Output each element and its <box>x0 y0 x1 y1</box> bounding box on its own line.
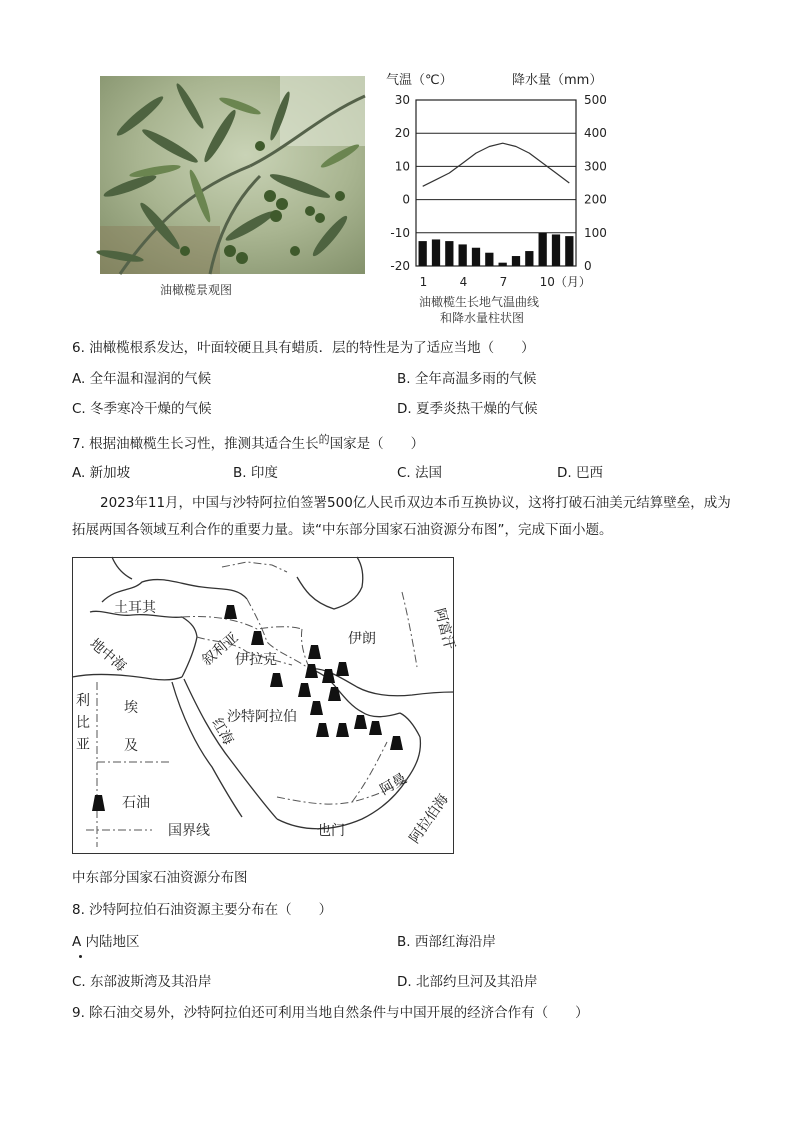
precipitation-bar <box>499 263 507 266</box>
q7-option-a[interactable]: A. 新加坡 <box>72 465 131 481</box>
olive-photo <box>100 76 365 274</box>
x-tick-label: 4 <box>459 275 468 289</box>
map-label-egypt-1: 埃 <box>124 700 138 716</box>
intro-paragraph: 2023年11月，中国与沙特阿拉伯签署500亿人民币双边本币互换协议，这将打破石油美元结算壁垒，成为拓展两国各领域互利合作的重要力量。读“中东部分国家石油资源分布图”，完成下面小题。 <box>72 495 731 538</box>
precipitation-bar <box>525 251 533 266</box>
left-axis-title: 气温（℃） <box>386 73 453 88</box>
q6-option-c[interactable]: C. 冬季寒冷干燥的气候 <box>72 401 212 417</box>
q7-stem-part1: 7. 根据油橄榄生长习性，推测其适合生长 <box>72 436 319 452</box>
precipitation-bar <box>459 244 467 266</box>
q7-option-b[interactable]: B. 印度 <box>233 465 278 481</box>
right-axis-title: 降水量（mm） <box>512 73 603 88</box>
map-label-red-sea: 红海 <box>208 715 237 748</box>
chart-caption-line2: 和降水量柱状图 <box>440 311 525 325</box>
map-label-iraq: 伊拉克 <box>235 652 277 668</box>
legend-border-label: 国界线 <box>168 823 210 839</box>
middle-east-map <box>72 557 458 854</box>
q6-option-d[interactable]: D. 夏季炎热干燥的气候 <box>397 401 538 417</box>
q8-option-b[interactable]: B. 西部红海沿岸 <box>397 934 496 950</box>
climate-chart <box>384 66 624 326</box>
left-tick-label: -10 <box>390 225 410 240</box>
map-label-libya: 利 比 亚 <box>76 693 90 753</box>
right-tick-label: 300 <box>584 159 607 174</box>
x-tick-label: 7 <box>499 275 508 289</box>
precipitation-bar <box>512 256 520 266</box>
map-label-arabian-sea: 阿拉伯海 <box>406 791 452 847</box>
map-label-saudi: 沙特阿拉伯 <box>227 709 297 725</box>
precipitation-bar <box>472 248 480 266</box>
q6-option-b[interactable]: B. 全年高温多雨的气候 <box>397 371 537 387</box>
map-label-afghanistan: 阿富汗 <box>431 606 458 652</box>
q8-stem: 8. 沙特阿拉伯石油资源主要分布在（ ） <box>72 902 333 918</box>
q7-stem-sup: 的 <box>318 433 330 446</box>
right-tick-label: 100 <box>584 225 607 240</box>
right-tick-label: 400 <box>584 126 607 141</box>
left-tick-label: 20 <box>394 126 410 141</box>
q7-stem <box>72 435 424 454</box>
q8-option-a[interactable]: A 内陆地区 <box>72 934 140 950</box>
q7-stem-part2: 国家是（ ） <box>329 436 425 452</box>
x-tick-label: 10（月） <box>539 275 591 289</box>
precipitation-bar <box>432 239 440 266</box>
precipitation-bar <box>565 236 573 266</box>
q6-option-a[interactable]: A. 全年温和湿润的气候 <box>72 371 212 387</box>
left-tick-label: 10 <box>394 159 410 174</box>
map-label-turkey: 土耳其 <box>114 600 156 616</box>
precipitation-bar <box>539 233 547 266</box>
right-tick-label: 500 <box>584 93 607 107</box>
q8-option-d[interactable]: D. 北部约旦河及其沿岸 <box>397 974 538 990</box>
q9-stem: 9. 除石油交易外，沙特阿拉伯还可利用当地自然条件与中国开展的经济合作有（ ） <box>72 1005 589 1021</box>
precipitation-bar <box>419 241 427 266</box>
map-label-yemen: 也门 <box>317 823 345 839</box>
precipitation-bar <box>485 253 493 266</box>
q7-option-d[interactable]: D. 巴西 <box>557 465 603 481</box>
legend-oil-label: 石油 <box>122 795 150 811</box>
left-tick-label: 0 <box>402 192 410 207</box>
left-tick-label: 30 <box>394 93 410 107</box>
map-label-iran: 伊朗 <box>348 631 376 647</box>
temperature-line <box>423 143 570 186</box>
precipitation-bar <box>552 234 560 266</box>
q6-stem: 6. 油橄榄根系发达，叶面较硬且具有蜡质．层的特性是为了适应当地（ ） <box>72 340 535 356</box>
map-label-syria: 叙利亚 <box>199 629 242 670</box>
left-tick-label: -20 <box>390 259 410 273</box>
x-tick-label: 1 <box>419 275 428 289</box>
dot-mark <box>79 955 82 958</box>
chart-caption-line1: 油橄榄生长地气温曲线 <box>419 295 540 309</box>
q7-option-c[interactable]: C. 法国 <box>397 465 443 481</box>
q8-option-c[interactable]: C. 东部波斯湾及其沿岸 <box>72 974 212 990</box>
map-label-oman: 阿曼 <box>377 770 410 799</box>
map-caption: 中东部分国家石油资源分布图 <box>72 870 248 886</box>
map-label-egypt-2: 及 <box>124 738 138 754</box>
precipitation-bar <box>445 241 453 266</box>
right-tick-label: 0 <box>584 259 592 273</box>
photo-caption: 油橄榄景观图 <box>160 283 233 297</box>
right-tick-label: 200 <box>584 192 607 207</box>
map-label-mediterranean: 地中海 <box>86 635 129 676</box>
